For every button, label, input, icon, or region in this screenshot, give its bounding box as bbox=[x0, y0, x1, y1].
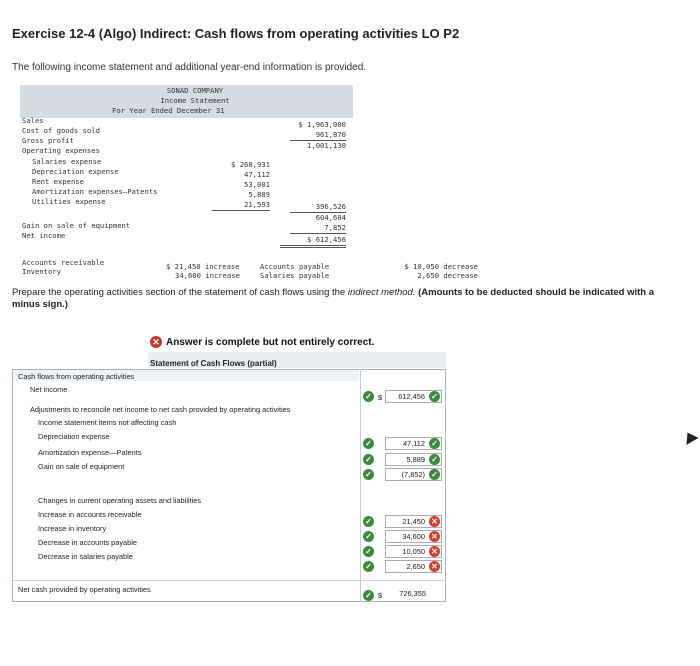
exercise-title: Exercise 12-4 (Algo) Indirect: Cash flows from operating activities LO P2 bbox=[12, 26, 460, 41]
net-income-row-label: Net income bbox=[30, 385, 68, 394]
net-income-input[interactable]: 612,456 bbox=[385, 390, 442, 403]
x-circle-icon: ✕ bbox=[150, 336, 162, 348]
gross-profit-label: Gross profit bbox=[22, 136, 74, 145]
ar-change: $ 21,450 increase bbox=[166, 262, 240, 271]
instructions-italic: indirect method. bbox=[347, 287, 416, 298]
expense-label: Amortization expenses—Patents bbox=[32, 187, 158, 196]
expense-value: 47,112 bbox=[244, 170, 270, 179]
instructions-bold: (Amounts to be deducted should be indicated with a minus sign.) bbox=[12, 287, 655, 310]
check-icon: ✓ bbox=[429, 438, 440, 449]
answer-status bbox=[150, 336, 374, 348]
gain-input[interactable]: (7,852) bbox=[385, 468, 442, 481]
ap-input[interactable]: 10,050 bbox=[385, 545, 442, 558]
check-icon: ✓ bbox=[363, 546, 374, 557]
check-icon: ✓ bbox=[429, 469, 440, 480]
non-cash-item-label: Depreciation expense bbox=[38, 432, 110, 441]
sp-input[interactable]: 2,650 bbox=[385, 560, 442, 573]
check-icon: ✓ bbox=[363, 590, 374, 601]
inventory-label: Inventory bbox=[22, 267, 61, 276]
x-icon: ✕ bbox=[429, 561, 440, 572]
change-item-label: Increase in accounts receivable bbox=[38, 510, 142, 519]
expense-label: Salaries expense bbox=[32, 157, 102, 166]
change-item-label: Decrease in salaries payable bbox=[38, 552, 133, 561]
non-cash-item-label: Gain on sale of equipment bbox=[38, 462, 125, 471]
dollar-sign: $ bbox=[378, 393, 383, 402]
check-icon: ✓ bbox=[363, 391, 374, 402]
adjustments-label: Adjustments to reconcile net income to net cash provided by operating activities bbox=[30, 405, 291, 414]
change-item-label: Decrease in accounts payable bbox=[38, 538, 138, 547]
net-cash-label: Net cash provided by operating activities bbox=[18, 585, 151, 594]
sales-label: Sales bbox=[22, 116, 44, 125]
net-income-label: Net income bbox=[22, 231, 66, 240]
statement-period: For Year Ended December 31 bbox=[112, 106, 225, 115]
gross-profit-value: 1,001,130 bbox=[307, 141, 346, 150]
sales-value: $ 1,963,000 bbox=[298, 120, 346, 129]
expense-value: 53,001 bbox=[244, 180, 270, 189]
total-expenses-value: 396,526 bbox=[290, 202, 346, 213]
mouse-cursor-icon bbox=[681, 429, 698, 445]
amortization-input[interactable]: 5,889 bbox=[385, 453, 442, 466]
check-icon: ✓ bbox=[363, 469, 374, 480]
cogs-label: Cost of goods sold bbox=[22, 126, 100, 135]
subtotal-value: 604,604 bbox=[315, 213, 346, 222]
company-name: SONAD COMPANY bbox=[166, 86, 224, 95]
cogs-value: 961,870 bbox=[290, 130, 346, 141]
opex-label: Operating expenses bbox=[22, 146, 100, 155]
sp-change: 2,650 decrease bbox=[417, 271, 478, 280]
expense-label: Utilities expense bbox=[32, 197, 106, 206]
check-icon: ✓ bbox=[429, 391, 440, 402]
expense-value: $ 268,931 bbox=[231, 160, 270, 169]
statement-table bbox=[12, 369, 446, 602]
expense-label: Rent expense bbox=[32, 177, 84, 186]
check-icon: ✓ bbox=[363, 438, 374, 449]
check-icon: ✓ bbox=[363, 561, 374, 572]
net-income-value: $ 612,456 bbox=[280, 235, 346, 248]
inventory-input[interactable]: 34,600 bbox=[385, 530, 442, 543]
ar-input[interactable]: 21,450 bbox=[385, 515, 442, 528]
dollar-sign: $ bbox=[378, 591, 383, 600]
sp-label: Salaries payable bbox=[260, 271, 330, 280]
check-icon: ✓ bbox=[429, 454, 440, 465]
intro-text: The following income statement and additional year-end information is provided. bbox=[12, 62, 367, 73]
answer-status-text: Answer is complete but not entirely correct. bbox=[166, 336, 375, 348]
check-icon: ✓ bbox=[363, 454, 374, 465]
x-icon: ✕ bbox=[429, 546, 440, 557]
instructions bbox=[12, 287, 672, 311]
check-icon: ✓ bbox=[363, 531, 374, 542]
non-cash-label: Income statement items not affecting cash bbox=[38, 418, 177, 427]
instructions-text: Prepare the operating activities section of the statement of cash flows using the bbox=[12, 287, 346, 298]
changes-label: Changes in current operating assets and liabilities bbox=[38, 496, 202, 505]
statement-title: Statement of Cash Flows (partial) bbox=[150, 359, 277, 368]
ap-label: Accounts payable bbox=[260, 262, 330, 271]
non-cash-item-label: Amortization expense—Patents bbox=[38, 448, 142, 457]
gain-label: Gain on sale of equipment bbox=[22, 221, 131, 230]
x-icon: ✕ bbox=[429, 516, 440, 527]
expense-value: 5,889 bbox=[248, 190, 270, 199]
x-icon: ✕ bbox=[429, 531, 440, 542]
expense-label: Depreciation expense bbox=[32, 167, 119, 176]
inventory-change: 34,600 increase bbox=[175, 271, 240, 280]
ar-label: Accounts receivable bbox=[22, 258, 105, 267]
net-cash-value: 726,355 bbox=[399, 589, 426, 598]
gain-value: 7,852 bbox=[290, 223, 346, 234]
check-icon: ✓ bbox=[363, 516, 374, 527]
expense-value: 21,593 bbox=[212, 200, 270, 211]
ap-change: $ 10,050 decrease bbox=[404, 262, 478, 271]
statement-name: Income Statement bbox=[160, 96, 230, 105]
change-item-label: Increase in inventory bbox=[38, 524, 107, 533]
section-label: Cash flows from operating activities bbox=[18, 372, 135, 381]
depreciation-input[interactable]: 47,112 bbox=[385, 437, 442, 450]
